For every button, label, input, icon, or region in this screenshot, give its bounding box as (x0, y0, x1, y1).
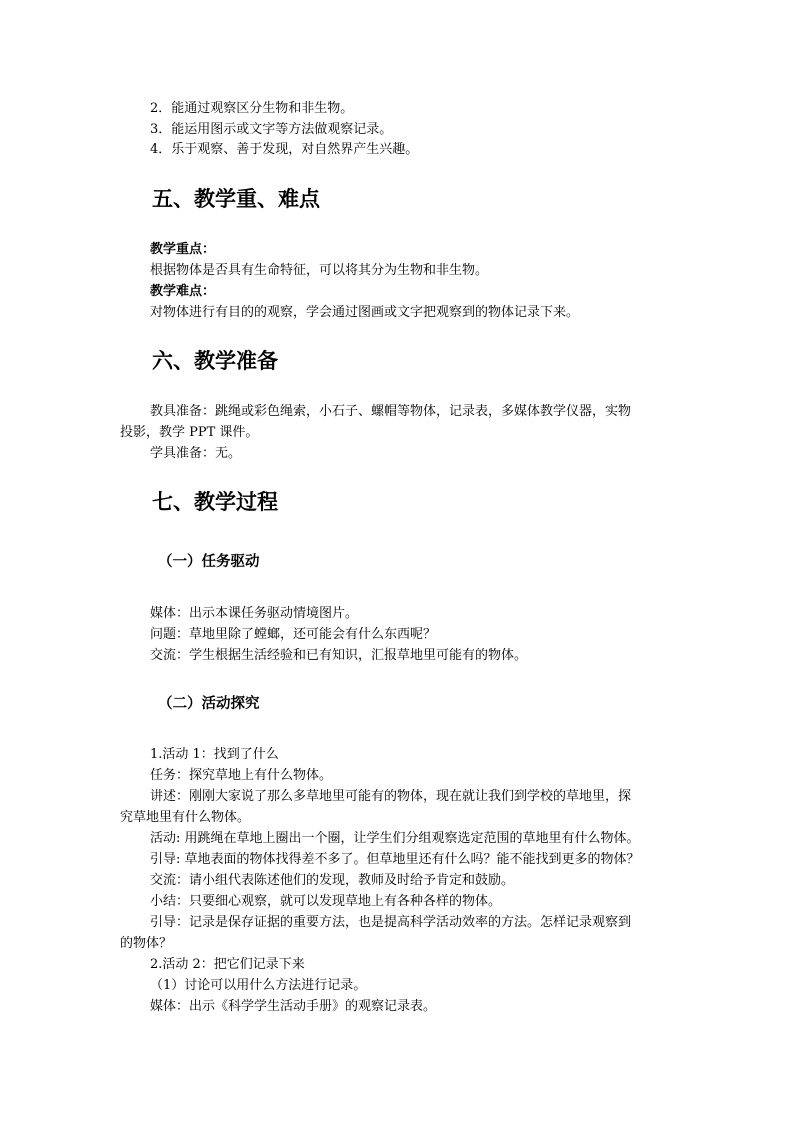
student-prep: 学具准备：无。 (150, 446, 242, 461)
part-2-line: 2.活动 2：把它们记录下来 (150, 957, 305, 972)
teacher-prep-line-2: 投影，教学 PPT 课件。 (120, 425, 259, 440)
part-2-line: 活动: 用跳绳在草地上圈出一个圈，让学生们分组观察选定范围的草地里有什么物体。 (150, 831, 640, 846)
part-2-line: 讲述：刚刚大家说了那么多草地里可能有的物体，现在就让我们到学校的草地里，探 (150, 789, 632, 804)
part-2-line: 任务：探究草地上有什么物体。 (150, 768, 333, 783)
part-1-line: 问题：草地里除了螳螂，还可能会有什么东西呢？ (150, 627, 437, 642)
part-1-line: 交流：学生根据生活经验和已有知识，汇报草地里可能有的物体。 (150, 648, 528, 663)
difficulty-label: 教学难点： (150, 284, 216, 299)
part-2-line: 小结：只要细心观察，就可以发现草地上有各种各样的物体。 (150, 894, 502, 909)
part-2-line: （1）讨论可以用什么方法进行记录。 (150, 978, 367, 993)
section-7-heading: 七、教学过程 (152, 490, 278, 514)
key-point-label: 教学重点： (150, 242, 216, 257)
part-2-line: 究草地里有什么物体。 (120, 810, 251, 825)
part-2-line: 的物体？ (120, 936, 173, 951)
key-point-text: 根据物体是否具有生命特征，可以将其分为生物和非生物。 (150, 263, 489, 278)
part-2-line: 引导: 草地表面的物体找得差不多了。但草地里还有什么吗？能不能找到更多的物体？ (150, 852, 640, 867)
objective-3: 3．能运用图示或文字等方法做观察记录。 (150, 122, 393, 137)
part-2-line: 1.活动 1：找到了什么 (150, 747, 279, 762)
section-6-heading: 六、教学准备 (152, 349, 278, 373)
part-2-line: 媒体：出示《科学学生活动手册》的观察记录表。 (150, 999, 437, 1014)
part-2-heading: （二）活动探究 (158, 696, 260, 712)
part-2-line: 引导：记录是保存证据的重要方法，也是提高科学活动效率的方法。怎样记录观察到 (150, 915, 632, 930)
objective-2: 2．能通过观察区分生物和非生物。 (150, 101, 354, 116)
part-1-heading: （一）任务驱动 (158, 554, 260, 570)
part-1-line: 媒体：出示本课任务驱动情境图片。 (150, 606, 359, 621)
section-5-heading: 五、教学重、难点 (152, 187, 320, 211)
difficulty-text: 对物体进行有目的的观察，学会通过图画或文字把观察到的物体记录下来。 (150, 305, 580, 320)
teacher-prep-line-1: 教具准备：跳绳或彩色绳索，小石子、螺帽等物体，记录表，多媒体教学仪器，实物 (150, 404, 632, 419)
objective-4: 4．乐于观察、善于发现，对自然界产生兴趣。 (150, 142, 419, 157)
part-2-line: 交流：请小组代表陈述他们的发现，教师及时给予肯定和鼓励。 (150, 873, 515, 888)
